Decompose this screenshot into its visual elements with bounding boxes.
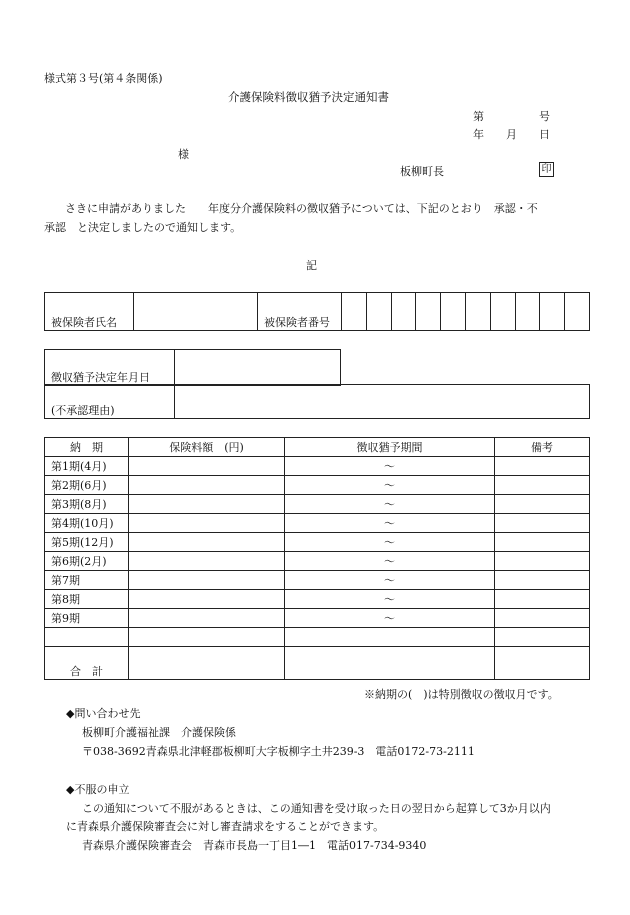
amount-cell[interactable] xyxy=(129,571,285,590)
table-row xyxy=(45,628,590,647)
amount-cell[interactable] xyxy=(129,628,285,647)
table-row xyxy=(45,609,590,628)
contact-address: 〒038-3692青森県北津軽郡板柳町大字板柳字土井239-3 電話0172-73-2111 xyxy=(82,745,475,758)
total-row xyxy=(45,647,590,680)
grace-cell[interactable] xyxy=(285,628,495,647)
amount-cell[interactable] xyxy=(129,552,285,571)
schedule-table xyxy=(44,437,590,680)
insured-table xyxy=(44,292,590,331)
grace-cell: ～ xyxy=(285,590,495,609)
remarks-cell[interactable] xyxy=(495,590,590,609)
appeal-line-1: この通知について不服があるときは、この通知書を受け取った日の翌日から起算して3か月以内 xyxy=(82,802,551,815)
insured-number-digit[interactable] xyxy=(366,293,391,331)
insured-number-digit[interactable] xyxy=(416,293,441,331)
table-row xyxy=(45,590,590,609)
seal-stamp xyxy=(539,162,554,177)
grace-cell: ～ xyxy=(285,476,495,495)
header-period: 納 期 xyxy=(45,438,129,457)
document-date: 年 月 日 xyxy=(473,128,550,141)
appeal-heading: ◆不服の申立 xyxy=(66,783,130,796)
grace-cell: ～ xyxy=(285,609,495,628)
period-cell: 第8期 xyxy=(45,590,129,609)
appeal-line-3: 青森県介護保険審査会 青森市長島一丁目1―1 電話017-734-9340 xyxy=(82,839,427,852)
period-cell: 第9期 xyxy=(45,609,129,628)
total-label: 合 計 xyxy=(45,647,129,680)
recipient-suffix: 様 xyxy=(178,148,189,161)
total-remarks-cell[interactable] xyxy=(495,647,590,680)
grace-cell: ～ xyxy=(285,514,495,533)
remarks-cell[interactable] xyxy=(495,476,590,495)
ki-heading: 記 xyxy=(306,259,317,272)
amount-cell[interactable] xyxy=(129,590,285,609)
grace-cell: ～ xyxy=(285,495,495,514)
amount-cell[interactable] xyxy=(129,533,285,552)
remarks-cell[interactable] xyxy=(495,514,590,533)
amount-cell[interactable] xyxy=(129,495,285,514)
amount-cell[interactable] xyxy=(129,514,285,533)
remarks-cell[interactable] xyxy=(495,571,590,590)
decision-date-label: 徴収猶予決定年月日 xyxy=(45,350,175,386)
header-grace-period: 徴収猶予期間 xyxy=(285,438,495,457)
table-row xyxy=(45,571,590,590)
table-row xyxy=(45,495,590,514)
grace-cell: ～ xyxy=(285,552,495,571)
table-row xyxy=(45,533,590,552)
period-cell: 第7期 xyxy=(45,571,129,590)
contact-heading: ◆問い合わせ先 xyxy=(66,707,141,720)
grace-cell: ～ xyxy=(285,457,495,476)
period-cell: 第2期(6月) xyxy=(45,476,129,495)
appeal-line-2: に青森県介護保険審査会に対し審査請求をすることができます。 xyxy=(66,820,385,833)
reason-field[interactable] xyxy=(175,385,590,419)
period-cell: 第1期(4月) xyxy=(45,457,129,476)
seal-mark: 印 xyxy=(539,162,554,177)
remarks-cell[interactable] xyxy=(495,495,590,514)
contact-dept: 板柳町介護福祉課 介護保険係 xyxy=(82,726,236,739)
table-row xyxy=(45,476,590,495)
total-grace-cell[interactable] xyxy=(285,647,495,680)
table-row xyxy=(45,552,590,571)
period-cell: 第6期(2月) xyxy=(45,552,129,571)
decision-date-field[interactable] xyxy=(175,350,341,386)
remarks-cell[interactable] xyxy=(495,628,590,647)
header-amount: 保険料額 (円) xyxy=(129,438,285,457)
amount-cell[interactable] xyxy=(129,476,285,495)
insured-number-digit[interactable] xyxy=(391,293,416,331)
amount-cell[interactable] xyxy=(129,609,285,628)
decision-date-table xyxy=(44,349,341,386)
insured-number-digit[interactable] xyxy=(565,293,590,331)
insured-number-digit[interactable] xyxy=(441,293,466,331)
remarks-cell[interactable] xyxy=(495,609,590,628)
insured-number-digit[interactable] xyxy=(490,293,515,331)
insured-number-digit[interactable] xyxy=(515,293,540,331)
insured-name-label: 被保険者氏名 xyxy=(45,293,134,331)
table-row xyxy=(45,457,590,476)
form-number: 様式第３号(第４条関係) xyxy=(44,72,163,85)
period-cell: 第5期(12月) xyxy=(45,533,129,552)
document-title: 介護保険料徴収猶予決定通知書 xyxy=(228,90,389,104)
document-number: 第 号 xyxy=(473,110,550,123)
issuer-name: 板柳町長 xyxy=(400,165,444,178)
body-line-2: 承認 と決定しましたので通知します。 xyxy=(44,221,242,234)
remarks-cell[interactable] xyxy=(495,457,590,476)
header-remarks: 備考 xyxy=(495,438,590,457)
blank-period-cell xyxy=(45,628,129,647)
remarks-cell[interactable] xyxy=(495,552,590,571)
period-cell: 第3期(8月) xyxy=(45,495,129,514)
total-amount-cell[interactable] xyxy=(129,647,285,680)
insured-number-label: 被保険者番号 xyxy=(258,293,342,331)
body-line-1: さきに申請がありました 年度分介護保険料の徴収猶予については、下記のとおり 承認・不 xyxy=(65,202,538,215)
period-note: ※納期の( )は特別徴収の徴収月です。 xyxy=(364,688,559,701)
period-cell: 第4期(10月) xyxy=(45,514,129,533)
reason-table xyxy=(44,384,590,419)
insured-number-digit[interactable] xyxy=(342,293,367,331)
insured-number-digit[interactable] xyxy=(465,293,490,331)
insured-name-field[interactable] xyxy=(134,293,258,331)
reason-label: (不承認理由) xyxy=(45,385,175,419)
grace-cell: ～ xyxy=(285,533,495,552)
grace-cell: ～ xyxy=(285,571,495,590)
amount-cell[interactable] xyxy=(129,457,285,476)
table-row xyxy=(45,514,590,533)
insured-number-digit[interactable] xyxy=(540,293,565,331)
remarks-cell[interactable] xyxy=(495,533,590,552)
